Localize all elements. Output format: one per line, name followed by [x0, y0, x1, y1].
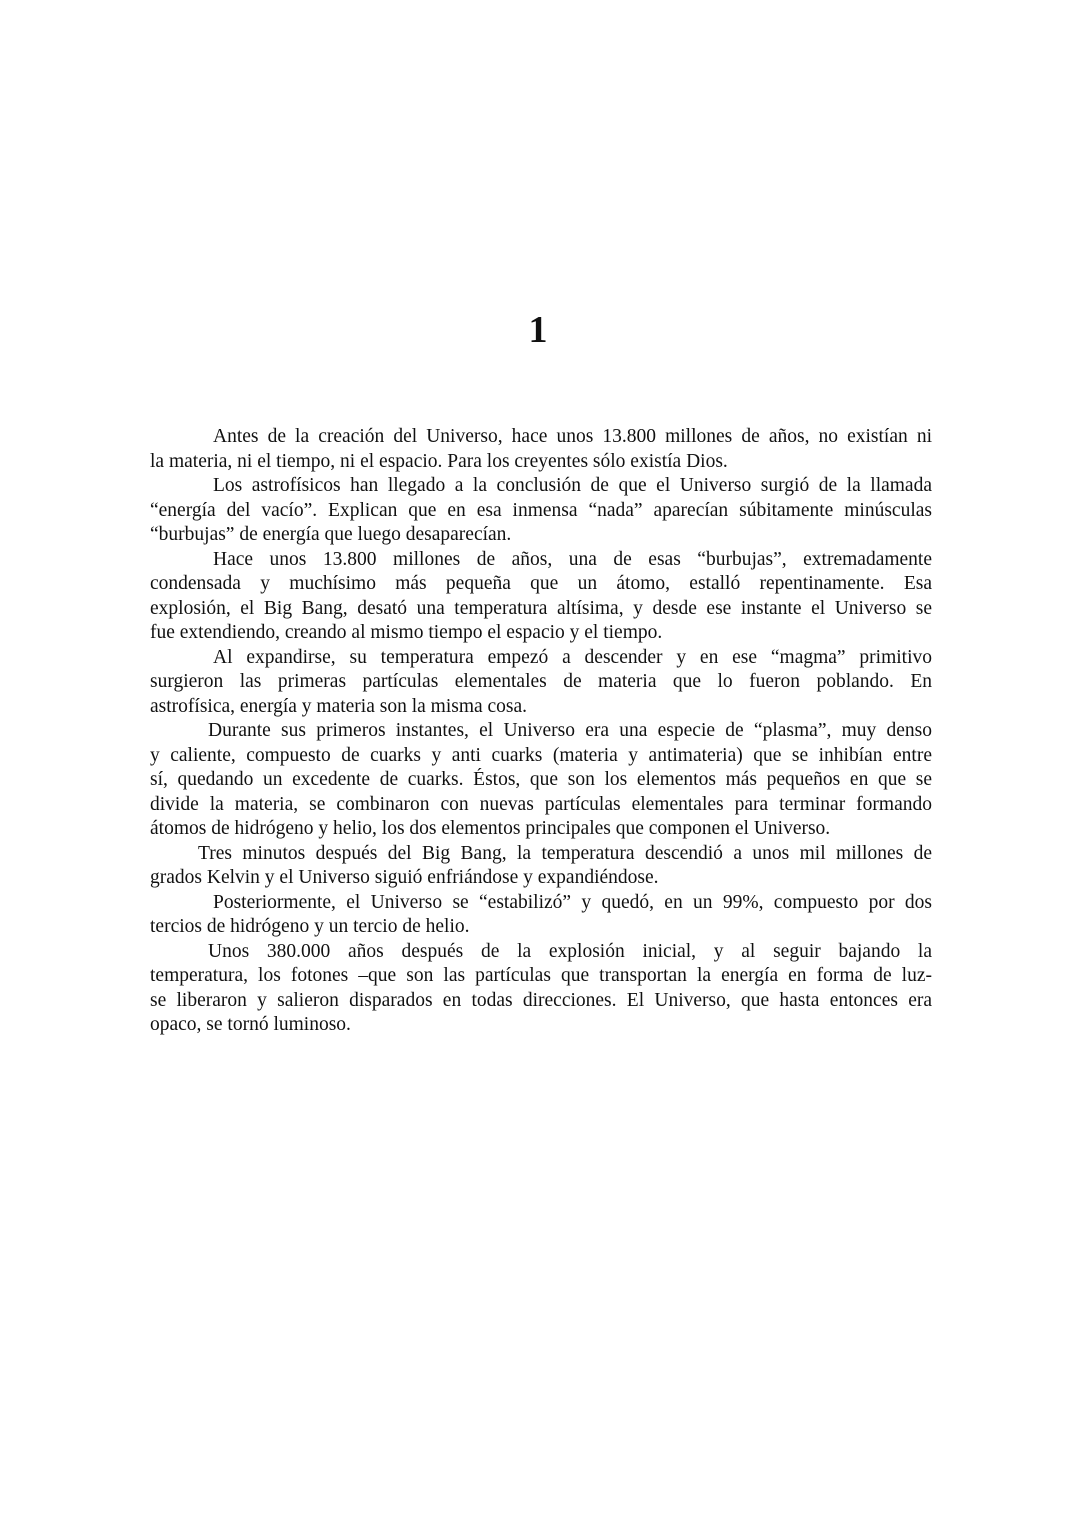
- paragraph-7: [150, 891, 932, 940]
- text-line: fue extendiendo, creando al mismo tiempo el espacio y el tiempo.: [150, 622, 663, 643]
- paragraph-8: [150, 940, 932, 1038]
- text-line: tercios de hidrógeno y un tercio de helio.: [150, 916, 470, 937]
- text-line: y caliente, compuesto de cuarks y anti cuarks (materia y antimateria) que se inhibían entre: [150, 744, 932, 766]
- paragraph-6: [150, 842, 932, 891]
- paragraph-2: [150, 474, 932, 548]
- text-line: sí, quedando un excedente de cuarks. Éstos, que son los elementos más pequeños en que se: [150, 769, 932, 790]
- text-line: Hace unos 13.800 millones de años, una de esas “burbujas”, extremadamente: [213, 548, 932, 570]
- text-line: Antes de la creación del Universo, hace unos 13.800 millones de años, no existían ni: [213, 426, 932, 447]
- text-line: explosión, el Big Bang, desató una temperatura altísima, y desde ese instante el Universo se: [150, 597, 932, 619]
- chapter-body: [150, 425, 932, 1038]
- text-line: Unos 380.000 años después de la explosión inicial, y al seguir bajando la: [208, 940, 932, 962]
- text-line: opaco, se tornó luminoso.: [150, 1014, 351, 1035]
- paragraph-5: [150, 719, 932, 842]
- text-line: astrofísica, energía y materia son la misma cosa.: [150, 695, 528, 717]
- text-line: surgieron las primeras partículas elementales de materia que lo fueron poblando. En: [150, 671, 932, 692]
- paragraph-4: [150, 646, 932, 720]
- text-line: grados Kelvin y el Universo siguió enfriándose y expandiéndose.: [150, 867, 659, 888]
- text-line: Durante sus primeros instantes, el Universo era una especie de “plasma”, muy denso: [208, 720, 932, 741]
- text-line: átomos de hidrógeno y helio, los dos elementos principales que componen el Universo.: [150, 818, 831, 839]
- text-line: Posteriormente, el Universo se “estabilizó” y quedó, en un 99%, compuesto por dos: [213, 891, 932, 913]
- text-line: “burbujas” de energía que luego desaparecían.: [150, 524, 512, 545]
- chapter-number: 1: [528, 309, 548, 351]
- text-line: divide la materia, se combinaron con nuevas partículas elementales para terminar formando: [150, 793, 932, 815]
- paragraph-1: [150, 425, 932, 474]
- text-line: Los astrofísicos han llegado a la conclusión de que el Universo surgió de la llamada: [213, 475, 932, 496]
- paragraph-3: [150, 548, 932, 646]
- text-line: la materia, ni el tiempo, ni el espacio. Para los creyentes sólo existía Dios.: [150, 450, 728, 472]
- text-line: “energía del vacío”. Explican que en esa inmensa “nada” aparecían súbitamente minúsculas: [150, 499, 932, 521]
- text-line: condensada y muchísimo más pequeña que un átomo, estalló repentinamente. Esa: [150, 573, 932, 594]
- text-line: temperatura, los fotones –que son las partículas que transportan la energía en forma de luz-: [150, 965, 932, 986]
- text-line: se liberaron y salieron disparados en todas direcciones. El Universo, que hasta entonces era: [150, 989, 932, 1011]
- text-line: Al expandirse, su temperatura empezó a descender y en ese “magma” primitivo: [213, 646, 932, 668]
- text-line: Tres minutos después del Big Bang, la temperatura descendió a unos mil millones de: [198, 842, 932, 864]
